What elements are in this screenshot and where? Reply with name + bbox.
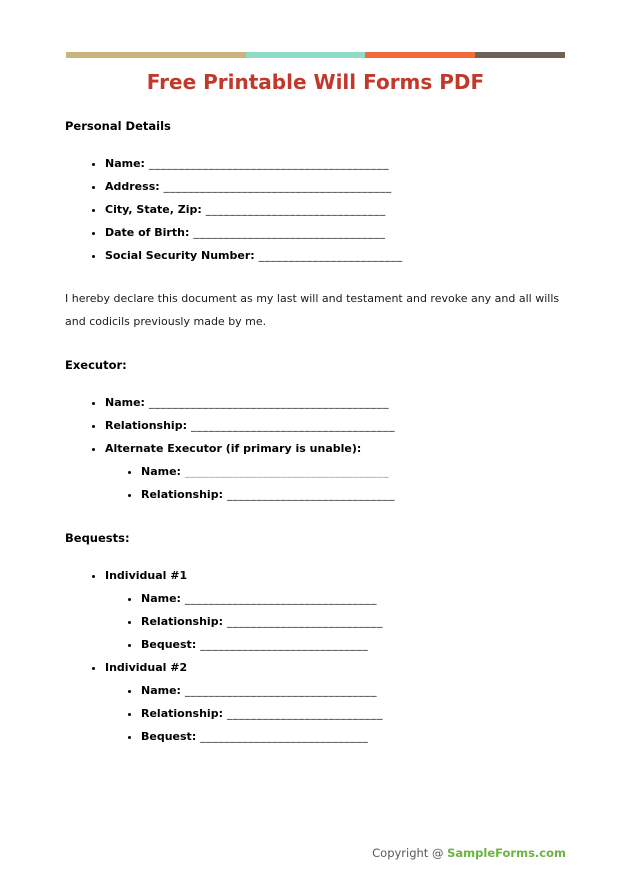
list-item-alt-name bbox=[141, 460, 566, 483]
field-label: Bequest: bbox=[141, 638, 197, 651]
stripe-segment-tan bbox=[66, 52, 246, 58]
field-label: Date of Birth: bbox=[105, 226, 190, 239]
section-heading-bequests: Bequests: bbox=[65, 531, 130, 545]
list-item-alt-relationship bbox=[141, 483, 566, 506]
list-item-executor-name bbox=[105, 391, 566, 414]
blank-line: ________________________________ bbox=[193, 226, 386, 239]
list-item-ind2-relationship bbox=[141, 702, 566, 725]
blank-line: __________________________ bbox=[226, 615, 383, 628]
blank-line: ______________________________ bbox=[205, 203, 386, 216]
list-item-ssn bbox=[105, 244, 566, 267]
footer bbox=[372, 846, 566, 860]
blank-line: ____________________________ bbox=[200, 638, 369, 651]
field-label: Name: bbox=[105, 396, 145, 409]
blank-line: ________________________ bbox=[258, 249, 403, 262]
individual-1-sublist bbox=[105, 587, 566, 656]
blank-line: ________________________________ bbox=[184, 592, 377, 605]
blank-line: __________________________ bbox=[226, 707, 383, 720]
blank-line: ________________________________________ bbox=[148, 396, 389, 409]
list-item-name bbox=[105, 152, 566, 175]
individual-label: Individual #2 bbox=[105, 661, 188, 674]
stripe-segment-brown bbox=[475, 52, 565, 58]
copyright-text: Copyright @ bbox=[372, 846, 448, 860]
blank-line: ________________________________________ bbox=[148, 157, 389, 170]
list-item-date-of-birth bbox=[105, 221, 566, 244]
individual-2-sublist bbox=[105, 679, 566, 748]
list-item-individual-2 bbox=[105, 656, 566, 748]
field-label: Name: bbox=[141, 465, 181, 478]
page-title: Free Printable Will Forms PDF bbox=[146, 70, 485, 94]
field-label: Relationship: bbox=[105, 419, 187, 432]
form-body bbox=[0, 118, 631, 748]
section-heading-personal-details: Personal Details bbox=[65, 119, 171, 133]
list-item-alternate-executor bbox=[105, 437, 566, 506]
field-label: Alternate Executor (if primary is unable): bbox=[105, 442, 362, 455]
field-label: Bequest: bbox=[141, 730, 197, 743]
individual-label: Individual #1 bbox=[105, 569, 188, 582]
declaration-paragraph: I hereby declare this document as my last will and testament and revoke any and all wills and codicils previously made by me. bbox=[65, 292, 560, 328]
field-label: City, State, Zip: bbox=[105, 203, 202, 216]
list-item-ind2-bequest bbox=[141, 725, 566, 748]
field-label: Relationship: bbox=[141, 488, 223, 501]
list-item-ind2-name bbox=[141, 679, 566, 702]
alternate-executor-sublist bbox=[105, 460, 566, 506]
field-label: Name: bbox=[105, 157, 145, 170]
list-item-address bbox=[105, 175, 566, 198]
blank-line: __________________________________ bbox=[190, 419, 395, 432]
blank-line: ____________________________ bbox=[200, 730, 369, 743]
list-item-individual-1 bbox=[105, 564, 566, 656]
blank-line: ______________________________________ bbox=[163, 180, 392, 193]
stripe-segment-orange bbox=[365, 52, 475, 58]
executor-list bbox=[65, 391, 566, 506]
field-label: Relationship: bbox=[141, 707, 223, 720]
blank-line: __________________________________ bbox=[184, 465, 389, 478]
field-label: Address: bbox=[105, 180, 160, 193]
decorative-color-stripe bbox=[66, 52, 565, 58]
brand-link[interactable]: SampleForms.com bbox=[447, 846, 566, 860]
list-item-city-state-zip bbox=[105, 198, 566, 221]
personal-details-list bbox=[65, 152, 566, 267]
list-item-ind1-relationship bbox=[141, 610, 566, 633]
stripe-segment-mint bbox=[246, 52, 366, 58]
list-item-executor-relationship bbox=[105, 414, 566, 437]
section-heading-executor: Executor: bbox=[65, 358, 127, 372]
field-label: Relationship: bbox=[141, 615, 223, 628]
blank-line: ____________________________ bbox=[226, 488, 395, 501]
blank-line: ________________________________ bbox=[184, 684, 377, 697]
list-item-ind1-bequest bbox=[141, 633, 566, 656]
field-label: Social Security Number: bbox=[105, 249, 255, 262]
field-label: Name: bbox=[141, 592, 181, 605]
field-label: Name: bbox=[141, 684, 181, 697]
list-item-ind1-name bbox=[141, 587, 566, 610]
bequests-list bbox=[65, 564, 566, 748]
